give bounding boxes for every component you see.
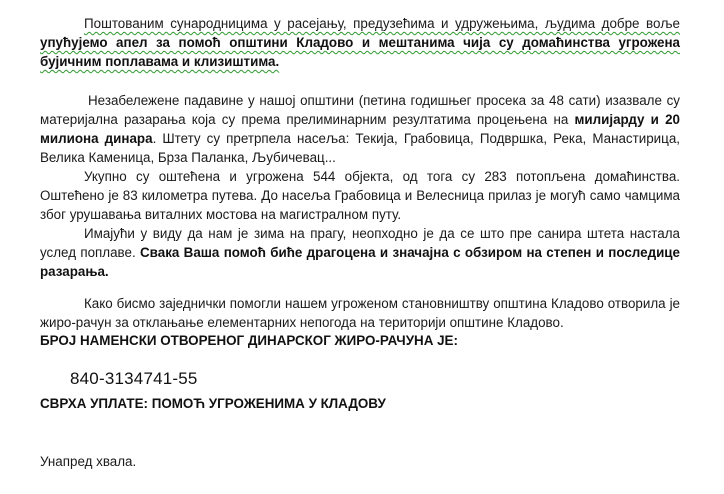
intro-paragraph: [40, 14, 680, 71]
intro-text: Поштованим сународницима у расејању, предузећима и удружењима, људима добре воље: [84, 16, 680, 31]
account-header: БРОЈ НАМЕНСКИ ОТВОРЕНОГ ДИНАРСКОГ ЖИРО-РАЧУНА ЈЕ:: [40, 333, 458, 348]
closing-text: Унапред хвала.: [40, 454, 137, 469]
payment-purpose: СВРХА УПЛАТЕ: ПОМОЋ УГРОЖЕНИМА У КЛАДОВУ: [40, 396, 386, 411]
intro-bold-text: упућујемо апел за помоћ општини Кладово и мештанима чија су домаћинства угрожена бујичним поплавама и клизиштима.: [40, 35, 680, 69]
damage-text-4: Имајући у виду да нам је зима на прагу, неопходно је да се што пре санира штета настала услед поплаве.: [40, 226, 680, 260]
account-intro-paragraph: [40, 294, 680, 332]
damage-appeal: Свака Ваша помоћ биће драгоцена и значајна с обзиром на степен и последице разарања.: [40, 245, 680, 279]
damage-text-3: Укупно су оштећена и угрожена 544 објекта, од тога су 283 потопљена домаћинства. Оштећено је 83 километра путева. До насеља Грабовица и Велесница прилаз је могућ само чамцима због урушавања виталних мостова на магистралном путу.: [40, 169, 680, 222]
account-intro-text: Како бисмо заједнички помогли нашем угроженом становништву општина Кладово отворила је жиро-рачун за отклањање елементарних непогода на територији општине Кладово.: [40, 296, 680, 330]
account-number: 840-3134741-55: [70, 369, 198, 388]
damage-amount: милијарду и 20 милиона динара: [40, 112, 680, 146]
damage-paragraph: [40, 91, 680, 281]
damage-text-1: Незабележене падавине у нашој општини (петина годишњег просека за 48 сати) изазвале су материјална разарања која су према прелиминарним резултатима процењена на: [40, 93, 680, 127]
damage-text-2: . Штету су претрпела насеља: Текија, Грабовица, Подвршка, Река, Манастирица, Велика Каменица, Брза Паланка, Љубичевац...: [40, 131, 680, 165]
